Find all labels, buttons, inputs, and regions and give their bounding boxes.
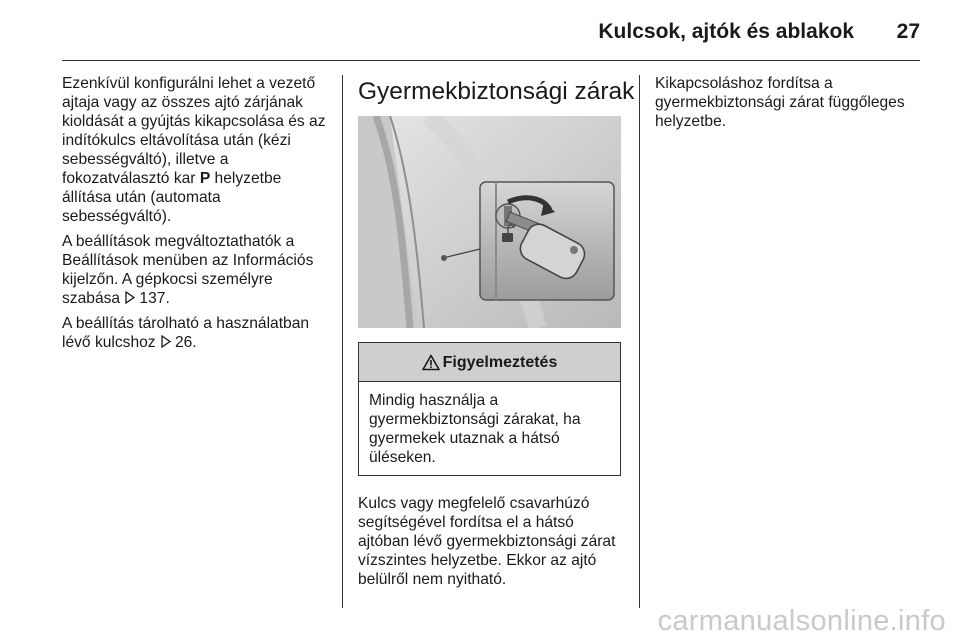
arrow-reference-icon [124, 291, 136, 304]
header-rule [62, 60, 920, 61]
page-header [0, 0, 960, 62]
arrow-reference-icon [160, 335, 172, 348]
paragraph-unlock-config [62, 74, 334, 226]
paragraph-settings [62, 232, 334, 308]
page-number: 27 [896, 20, 920, 43]
column-1 [62, 74, 334, 358]
warning-body: Mindig használja a gyermekbiztonsági zárakat, ha gyermekek utaznak a hátsó üléseken. [369, 392, 581, 466]
paragraph-child-lock-activate: Kulcs vagy megfelelő csavarhúzó segítségével fordítsa el a hátsó ajtóban lévő gyermekbiztonsági zárat vízszintes helyzetbe. Ekkor az ajtó belülről nem nyitható. [358, 495, 616, 588]
watermark: carmanualsonline.info [657, 605, 946, 637]
page-reference-link[interactable]: 26. [174, 334, 197, 351]
warning-box [358, 342, 621, 476]
page-title: Kulcsok, ajtók és ablakok [598, 20, 854, 43]
column-2 [358, 74, 635, 595]
paragraph-text: helyzetbe állítása után (automata sebességváltó). [62, 170, 282, 225]
child-lock-illustration [358, 116, 621, 328]
column-3 [655, 74, 923, 137]
warning-title: Figyelmeztetés [442, 353, 558, 371]
paragraph-text: A beállítások megváltoztathatók a Beállítások menüben az Információs kijelzőn. A gépkocsi személyre szabása [62, 233, 314, 307]
column-divider-2 [639, 75, 640, 608]
paragraph-text: A beállítás tárolható a használatban lévő kulcshoz [62, 315, 310, 351]
paragraph-child-lock-deactivate: Kikapcsoláshoz fordítsa a gyermekbiztonsági zárat függőleges helyzetbe. [655, 75, 905, 130]
column-divider-1 [342, 75, 343, 608]
page-reference-link[interactable]: 137. [139, 290, 170, 307]
paragraph-key-storage [62, 314, 334, 352]
warning-header [359, 343, 620, 382]
gear-position-label: P [199, 170, 211, 187]
warning-triangle-icon [422, 354, 440, 371]
paragraph-text: Ezenkívül konfigurálni lehet a vezető ajtaja vagy az összes ajtó zárjának kioldását a gyújtás kikapcsolása és az indítókulcs eltávolítása után (kézi sebességváltó), illetve a fokozatválasztó kar [62, 75, 326, 187]
section-heading: Gyermekbiztonsági zárak [358, 78, 635, 105]
